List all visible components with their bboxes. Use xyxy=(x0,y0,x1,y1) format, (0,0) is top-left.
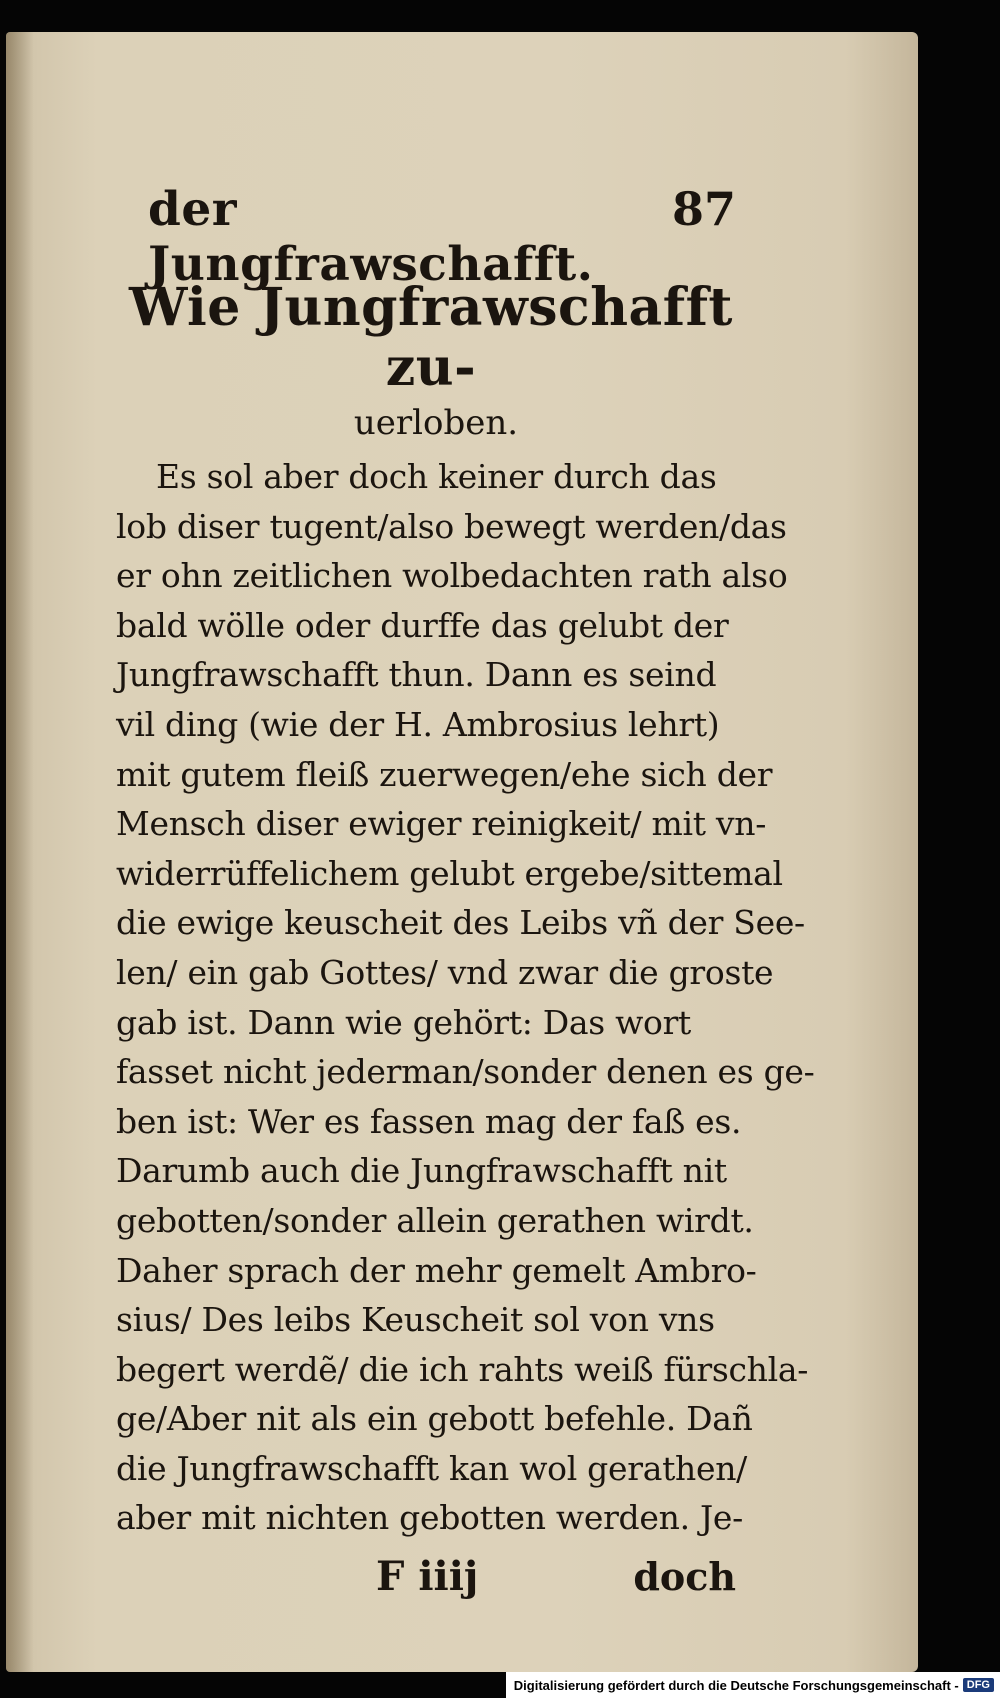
catchword: doch xyxy=(633,1554,736,1600)
body-line: len/ ein gab Gottes/ vnd zwar die groste xyxy=(116,952,774,992)
body-line: bald wölle oder durffe das gelubt der xyxy=(116,605,729,645)
body-line: ge/Aber nit als ein gebott befehle. Dañ xyxy=(116,1399,753,1439)
body-line: widerrüffelichem gelubt ergebe/sittemal xyxy=(116,853,783,893)
body-line: begert werdẽ/ die ich rahts weiß fürschla- xyxy=(116,1349,809,1389)
page-number: 87 xyxy=(671,182,736,236)
body-line: vil ding (wie der H. Ambrosius lehrt) xyxy=(116,704,720,744)
heading-line-2: uerloben. xyxy=(353,403,519,443)
page-footer-line xyxy=(116,1553,736,1607)
book-page xyxy=(6,32,918,1672)
signature-mark: F iiij xyxy=(376,1553,479,1601)
body-line: aber mit nichten gebotten werden. Je- xyxy=(116,1498,743,1538)
body-line: die Jungfrawschafft kan wol gerathen/ xyxy=(116,1448,747,1488)
chapter-heading xyxy=(116,278,736,448)
body-line: Mensch diser ewiger reinigkeit/ mit vn- xyxy=(116,804,767,844)
credit-text: Digitalisierung gefördert durch die Deutsche Forschungsgemeinschaft - xyxy=(513,1677,959,1693)
page-header xyxy=(116,182,736,292)
body-line: lob diser tugent/also bewegt werden/das xyxy=(116,506,787,546)
body-line: sius/ Des leibs Keuscheit sol von vns xyxy=(116,1300,715,1340)
body-line: er ohn zeitlichen wolbedachten rath also xyxy=(116,556,788,596)
body-line: gab ist. Dann wie gehört: Das wort xyxy=(116,1002,692,1042)
running-head: der Jungfrawschafft. xyxy=(148,182,594,292)
body-line: gebotten/sonder allein gerathen wirdt. xyxy=(116,1200,754,1240)
digitization-credit xyxy=(506,1672,1000,1698)
body-line: Darumb auch die Jungfrawschafft nit xyxy=(116,1151,727,1191)
body-line: mit gutem fleiß zuerwegen/ehe sich der xyxy=(116,754,773,794)
body-line: die ewige keuscheit des Leibs vñ der See- xyxy=(116,903,805,943)
body-line: Jungfrawschafft thun. Dann es seind xyxy=(116,655,717,695)
body-text xyxy=(116,452,815,1543)
dfg-logo: DFG xyxy=(963,1678,994,1692)
body-line: ben ist: Wer es fassen mag der faß es. xyxy=(116,1101,742,1141)
text-block xyxy=(116,182,815,1607)
body-line: fasset nicht jederman/sonder denen es ge- xyxy=(116,1052,815,1092)
heading-line-1: Wie Jungfrawschafft zu- xyxy=(129,277,733,398)
body-line: Daher sprach der mehr gemelt Ambro- xyxy=(116,1250,757,1290)
body-line: Es sol aber doch keiner durch das xyxy=(156,457,717,496)
